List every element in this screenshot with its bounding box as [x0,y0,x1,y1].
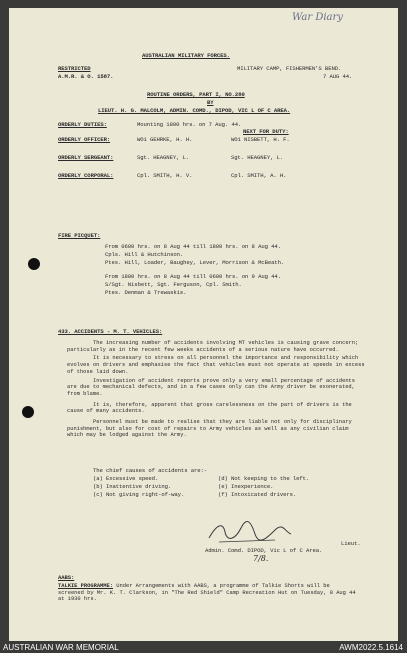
document-heading: AUSTRALIAN MILITARY FORCES. [142,52,230,59]
cause-item: (c) Not giving right-of-way. [93,491,185,498]
orderly-sergeant-label: ORDERLY SERGEANT: [58,154,114,161]
cause-item: (e) Inexperience. [218,483,274,490]
paragraph: The increasing number of accidents involving MT vehicles is causing grave concern; particularly as in the recent few weeks accidents of a serious nature have occurred. [67,340,359,353]
orderly-officer-current: WO1 GEHRKE, H. H. [137,136,193,143]
accidents-body [67,340,367,439]
causes-intro: The chief causes of accidents are:- [93,467,207,474]
handwritten-signature [205,518,295,548]
archive-footer [0,641,407,653]
signature-date: 7/8. [253,554,269,563]
orderly-officer-label: ORDERLY OFFICER: [58,136,111,143]
next-for-duty-label: NEXT FOR DUTY: [243,128,289,135]
fire-picquet-line: S/Sgt. Nisbett, Sgt. Ferguson, Cpl. Smith. [105,281,242,288]
footer-accession: AWM2022.5.1614 [339,643,403,652]
order-date: 7 AUG 44. [323,73,353,80]
paragraph: Investigation of accident reports prove only a very small percentage of accidents are due to mechanical defects, and in a few cases only can the Army driver be exonerated, from blame. [67,377,356,397]
signature-rank: Lieut. [341,540,361,547]
talkie-programme [58,583,358,603]
paragraph: It is, therefore, apparent that gross carelessness on the part of drivers is the cause of many accidents. [67,401,352,415]
orderly-sergeant-current: Sgt. HEAGNEY, L. [137,154,190,161]
amr-reference: A.M.R. & O. 1587. [58,73,114,80]
fire-picquet-line: From 1800 hrs. on 8 Aug 44 till 0600 hrs. on 9 Aug 44. [105,273,281,280]
cause-item: (d) Not keeping to the left. [218,475,310,482]
fire-picquet-line: Cpls. Hill & Hutchinson. [105,251,184,258]
orderly-corporal-current: Cpl. SMITH, H. V. [137,172,193,179]
aabs-heading: AABS: [58,574,75,581]
orders-officer: LIEUT. H. G. MALCOLM, ADMIN. COMD., DIPOD, VIC L OF C AREA. [98,107,291,114]
punch-hole [28,258,40,270]
orderly-officer-next: WO1 NISBETT, H. F. [231,136,290,143]
orders-title: ROUTINE ORDERS, PART I, NO.280 [147,91,245,98]
fire-picquet-line: From 0600 hrs. on 8 Aug 44 till 1800 hrs. on 8 Aug 44. [105,243,281,250]
handwritten-annotation: War Diary [292,12,343,23]
talkie-label: TALKIE PROGRAMME: [58,583,113,589]
cause-item: (f) Intoxicated drivers. [218,491,297,498]
orderly-corporal-next: Cpl. SMITH, A. H. [231,172,287,179]
orderly-corporal-label: ORDERLY CORPORAL: [58,172,114,179]
fire-picquet-label: FIRE PICQUET: [58,232,101,239]
fire-picquet-line: Ptes. Hill, Loader, Baughey, Lever, Morrison & McBeath. [105,259,285,266]
punch-hole [22,406,34,418]
section-heading: 433. ACCIDENTS - M. T. VEHICLES: [58,328,163,335]
orderly-duties-label: ORDERLY DUTIES: [58,121,107,128]
orderly-sergeant-next: Sgt. HEAGNEY, L. [231,154,284,161]
document-page [9,8,398,641]
cause-item: (a) Excessive speed. [93,475,159,482]
footer-credit: AUSTRALIAN WAR MEMORIAL [3,643,119,652]
talkie-text: Under Arrangements with AABS, a programme of Talkie Shorts will be screened by Mr. K. T. Clarkson, in "The Red Shield" Camp Recreation Hut on Tuesday, 8 Aug 44 at 1930 hrs. [58,583,356,603]
paragraph: Personnel must be made to realise that they are liable not only for disciplinary punishment, but also for cost of repairs to Army vehicles as well as any civilian claim which may be lodged against the Army. [67,419,352,439]
fire-picquet-line: Ptes. Denman & Trewaskis. [105,289,187,296]
camp-name: MILITARY CAMP, FISHERMEN'S BEND. [237,65,342,72]
restricted-label: RESTRICTED [58,65,91,72]
mounting-text: Mounting 1800 hrs. on 7 Aug. 44. [137,121,242,128]
paragraph: It is necessary to stress on all personnel the importance and responsibility which evolves on drivers and emphasise the fact that vehicles must not operate at speeds in excess of those laid down. [67,355,365,375]
orders-by: BY [207,99,214,106]
cause-item: (b) Inattentive driving. [93,483,172,490]
signature-title: Admin. Comd. DIPOD, Vic L of C Area. [205,547,323,554]
